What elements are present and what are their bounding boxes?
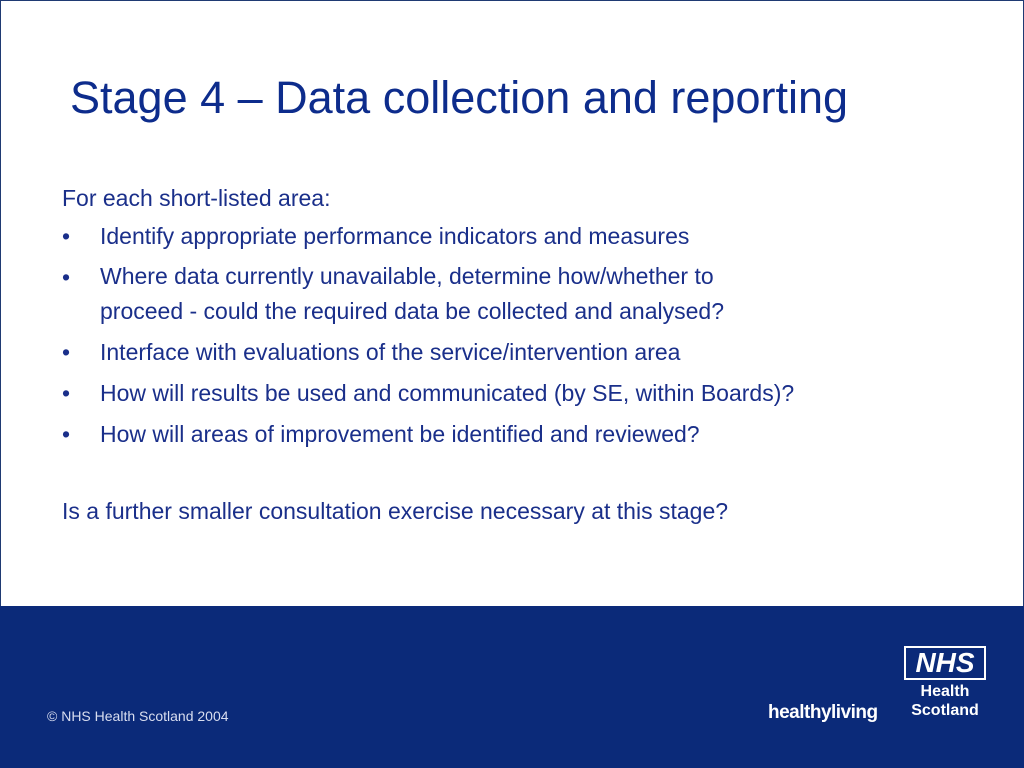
list-item	[62, 416, 992, 452]
bullet-text: How will results be used and communicated (by SE, within Boards)?	[100, 380, 795, 406]
bullet-icon: •	[62, 380, 71, 406]
slide-title: Stage 4 – Data collection and reporting	[70, 72, 849, 123]
list-item	[62, 334, 992, 370]
nhs-org-line: Health	[920, 683, 970, 700]
bullet-icon: •	[62, 421, 71, 447]
nhs-org-name	[904, 682, 986, 720]
bullet-icon: •	[62, 339, 71, 365]
bullet-text-line: Where data currently unavailable, determine how/whether to	[100, 263, 714, 289]
bullet-text: Interface with evaluations of the service/intervention area	[100, 339, 681, 365]
closing-question: Is a further smaller consultation exercise necessary at this stage?	[62, 498, 729, 524]
nhs-health-scotland-logo	[904, 646, 986, 726]
copyright-text: © NHS Health Scotland 2004	[47, 708, 229, 724]
healthyliving-logo: healthyliving	[768, 702, 878, 723]
slide-body	[62, 180, 992, 529]
nhs-logo-icon: NHS	[904, 646, 986, 680]
bullet-text: How will areas of improvement be identified and reviewed?	[100, 421, 700, 447]
nhs-org-line: Scotland	[911, 702, 979, 719]
bullet-icon: •	[62, 223, 71, 249]
bullet-text	[100, 259, 992, 329]
list-item	[62, 218, 992, 254]
footer-band	[0, 606, 1024, 768]
list-item	[62, 259, 992, 329]
bullet-icon: •	[62, 264, 71, 290]
bullet-list	[62, 218, 992, 452]
bullet-text-line: proceed - could the required data be collected and analysed?	[100, 298, 724, 324]
bullet-text: Identify appropriate performance indicators and measures	[100, 223, 690, 249]
intro-text: For each short-listed area:	[62, 185, 331, 211]
list-item	[62, 375, 992, 411]
